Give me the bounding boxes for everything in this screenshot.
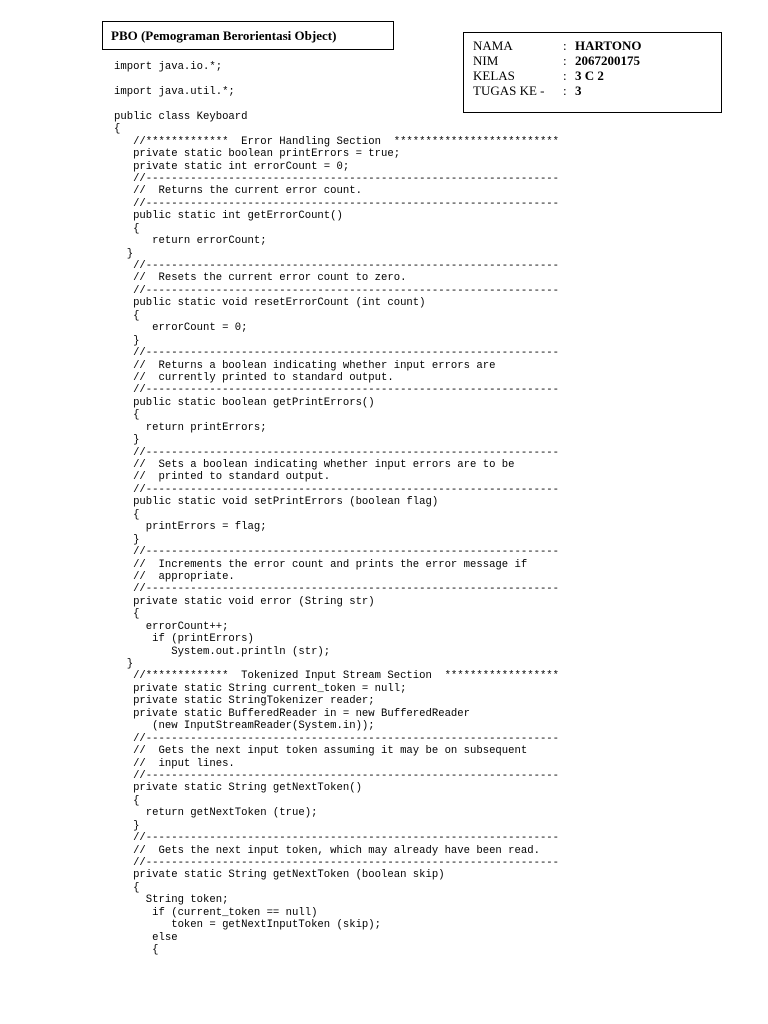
- code-line: //-----------------------------------------------------------------: [114, 857, 560, 869]
- code-line: {: [114, 794, 140, 807]
- document-title-box: [102, 21, 394, 50]
- code-line: private static String current_token = null;: [114, 682, 407, 695]
- code-line: //-----------------------------------------------------------------: [114, 446, 560, 459]
- code-line: {: [114, 409, 140, 422]
- code-line: //-----------------------------------------------------------------: [114, 384, 560, 397]
- code-line: }: [114, 533, 140, 546]
- info-label: NAMA: [473, 38, 513, 53]
- info-label: KELAS: [473, 68, 515, 83]
- info-value-kelas: 3 C 2: [575, 68, 604, 83]
- code-line: if (current_token == null): [114, 906, 318, 919]
- code-line: errorCount = 0;: [114, 322, 248, 335]
- code-line: private static BufferedReader in = new BufferedReader: [114, 707, 471, 720]
- code-line: private static boolean printErrors = true;: [114, 148, 401, 161]
- code-line: public static void resetErrorCount (int count): [114, 297, 426, 310]
- code-line: }: [114, 819, 140, 832]
- code-line: //-----------------------------------------------------------------: [114, 546, 560, 559]
- code-line: (new InputStreamReader(System.in));: [114, 720, 375, 733]
- code-line: // Sets a boolean indicating whether input errors are to be: [114, 459, 515, 471]
- code-line: }: [114, 334, 140, 347]
- info-label: TUGAS KE -: [473, 83, 545, 98]
- code-line: // printed to standard output.: [114, 471, 331, 484]
- code-line: //-----------------------------------------------------------------: [114, 769, 560, 782]
- code-line: // appropriate.: [114, 570, 235, 583]
- info-label: NIM: [473, 53, 499, 68]
- code-line: {: [114, 608, 140, 621]
- code-line: return errorCount;: [114, 235, 267, 248]
- code-line: public class Keyboard: [114, 110, 248, 123]
- code-line: if (printErrors): [114, 633, 254, 646]
- code-line: //-----------------------------------------------------------------: [114, 832, 560, 845]
- code-line: // Resets the current error count to zero.: [114, 272, 407, 285]
- code-line: // currently printed to standard output.: [114, 371, 394, 384]
- code-line: //************* Tokenized Input Stream Section ******************: [114, 670, 560, 683]
- info-value-nim: 2067200175: [575, 53, 640, 68]
- code-line: //-----------------------------------------------------------------: [114, 197, 560, 210]
- code-line: {: [114, 508, 140, 521]
- code-line: //-----------------------------------------------------------------: [114, 583, 560, 596]
- info-colon: :: [563, 83, 567, 98]
- document-title: PBO (Pemograman Berorientasi Object): [111, 28, 337, 43]
- code-line: private static String getNextToken(): [114, 782, 362, 795]
- info-colon: :: [563, 53, 567, 68]
- code-line: {: [114, 309, 140, 322]
- code-line: // Returns a boolean indicating whether input errors are: [114, 359, 496, 372]
- code-line: String token;: [114, 894, 229, 907]
- code-line: // Gets the next input token, which may already have been read.: [114, 844, 540, 857]
- code-line: import java.io.*;: [114, 61, 223, 73]
- code-line: private static int errorCount = 0;: [114, 160, 350, 173]
- code-line: //-----------------------------------------------------------------: [114, 347, 560, 360]
- code-line: //************* Error Handling Section **************************: [114, 135, 560, 148]
- code-line: {: [114, 222, 140, 235]
- code-line: private static String getNextToken (boolean skip): [114, 869, 445, 882]
- info-colon: :: [563, 68, 567, 83]
- code-line: //-----------------------------------------------------------------: [114, 172, 560, 185]
- code-line: return printErrors;: [114, 421, 267, 434]
- code-line: else: [114, 931, 178, 944]
- code-line: import java.util.*;: [114, 85, 235, 98]
- code-line: errorCount++;: [114, 620, 229, 633]
- code-line: // Gets the next input token assuming it may be on subsequent: [114, 745, 528, 758]
- code-line: {: [114, 944, 159, 957]
- code-line: {: [114, 881, 140, 894]
- code-line: }: [114, 658, 134, 670]
- code-line: //-----------------------------------------------------------------: [114, 260, 560, 272]
- code-line: private static void error (String str): [114, 595, 375, 608]
- code-line: token = getNextInputToken (skip);: [114, 919, 382, 932]
- code-line: // Returns the current error count.: [114, 185, 362, 198]
- code-listing: [114, 61, 559, 957]
- info-value-tugas: 3: [575, 83, 582, 98]
- code-line: //-----------------------------------------------------------------: [114, 284, 560, 297]
- code-line: return getNextToken (true);: [114, 807, 318, 820]
- info-colon: :: [563, 38, 567, 53]
- code-line: [114, 73, 559, 85]
- code-line: //-----------------------------------------------------------------: [114, 483, 560, 496]
- code-line: public static int getErrorCount(): [114, 210, 343, 223]
- code-line: //-----------------------------------------------------------------: [114, 732, 560, 745]
- code-line: System.out.println (str);: [114, 645, 331, 658]
- code-line: // input lines.: [114, 757, 235, 770]
- code-line: [114, 98, 559, 110]
- code-line: private static StringTokenizer reader;: [114, 695, 375, 708]
- code-line: public static boolean getPrintErrors(): [114, 396, 375, 409]
- code-line: }: [114, 247, 134, 260]
- code-line: {: [114, 123, 121, 136]
- code-line: public static void setPrintErrors (boolean flag): [114, 496, 439, 509]
- info-row-nama: [473, 38, 721, 53]
- code-line: // Increments the error count and prints the error message if: [114, 558, 528, 571]
- info-value-nama: HARTONO: [575, 38, 642, 53]
- code-line: printErrors = flag;: [114, 521, 267, 534]
- code-line: }: [114, 434, 140, 447]
